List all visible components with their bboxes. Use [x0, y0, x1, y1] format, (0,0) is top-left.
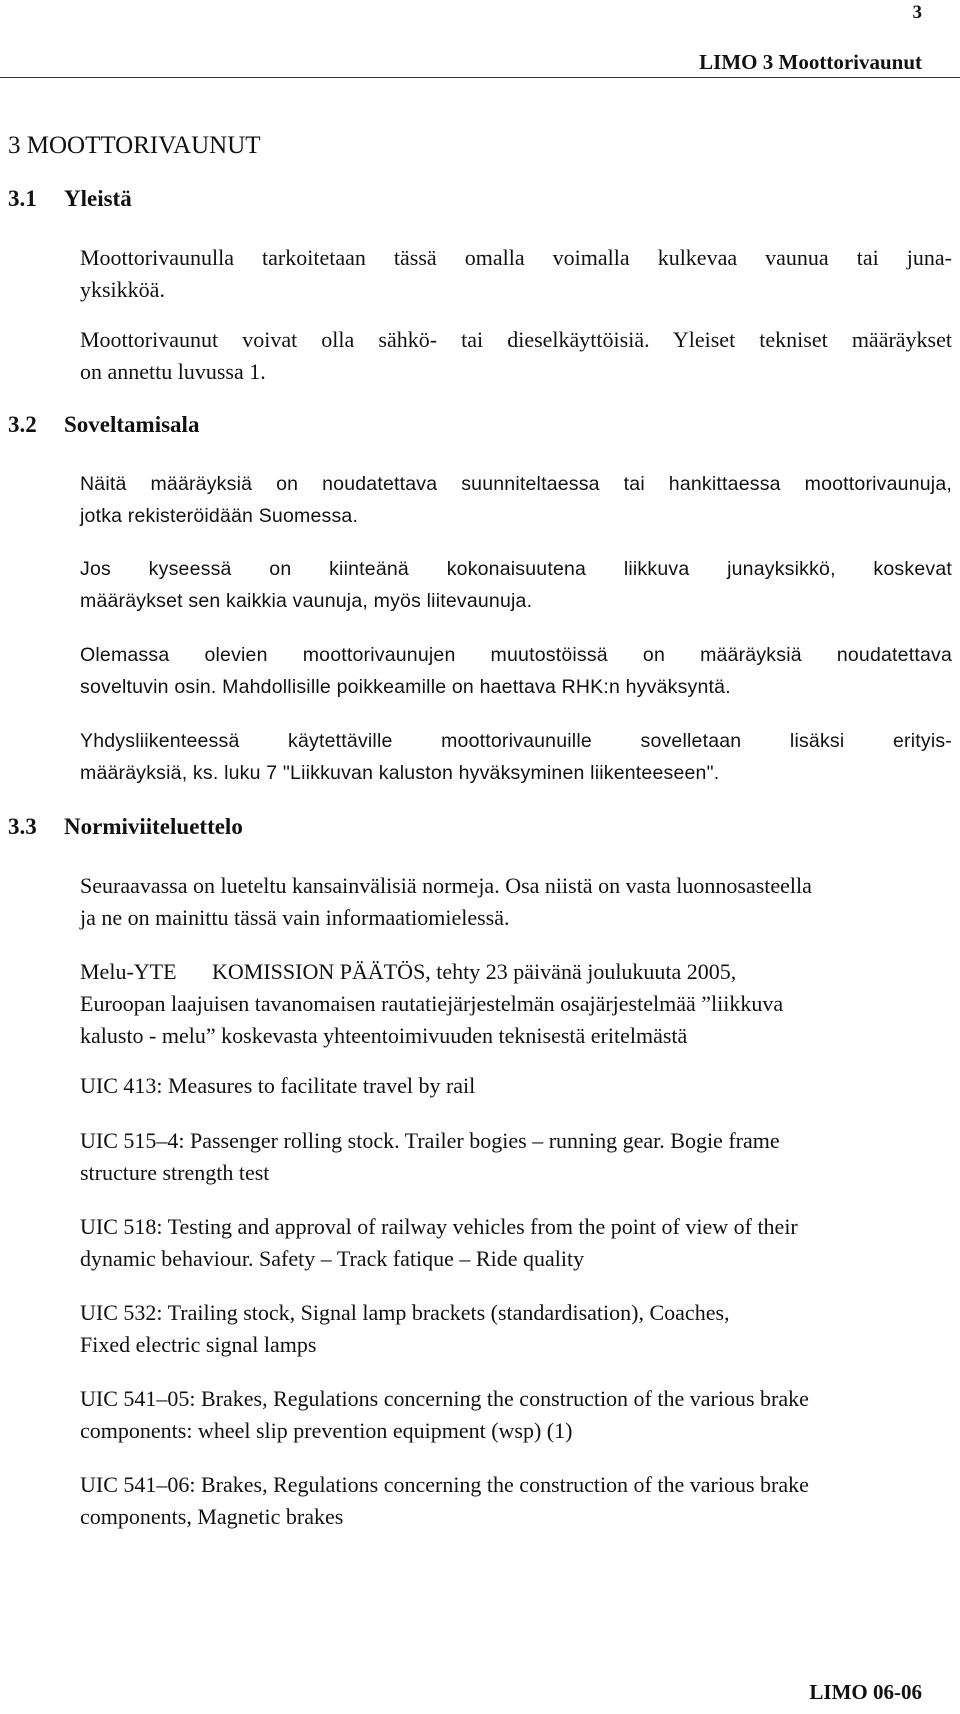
- reference-line: UIC 541–06: Brakes, Regulations concerning the construction of the various brake: [80, 1472, 809, 1497]
- section-title-soveltamisala: Soveltamisala: [64, 412, 200, 437]
- reference-line: components: wheel slip prevention equipment (wsp) (1): [80, 1418, 573, 1443]
- reference-line: Euroopan laajuisen tavanomaisen rautatiejärjestelmän osajärjestelmää ”liikkuva: [80, 991, 784, 1016]
- reference-item: [80, 1070, 952, 1102]
- paragraph-line: Näitä määräyksiä on noudatettava suunniteltaessa tai hankittaessa moottorivaunuja,: [80, 473, 952, 495]
- reference-line: structure strength test: [80, 1160, 270, 1185]
- reference-line: UIC 515–4: Passenger rolling stock. Trailer bogies – running gear. Bogie frame: [80, 1128, 780, 1153]
- reference-line: Fixed electric signal lamps: [80, 1332, 317, 1357]
- reference-text: KOMISSION PÄÄTÖS, tehty 23 päivänä joulukuuta 2005,: [212, 959, 737, 984]
- paragraph: [80, 725, 952, 789]
- reference-item-melu-yte: [80, 956, 952, 1052]
- paragraph-line: Seuraavassa on lueteltu kansainvälisiä normeja. Osa niistä on vasta luonnosasteella: [80, 873, 812, 898]
- paragraph-line: ja ne on mainittu tässä vain informaatiomielessä.: [80, 905, 510, 930]
- reference-line: UIC 541–05: Brakes, Regulations concerning the construction of the various brake: [80, 1386, 809, 1411]
- section-title-yleista: Yleistä: [64, 186, 132, 211]
- reference-item: [80, 1297, 952, 1361]
- paragraph: [80, 468, 952, 532]
- paragraph-line: Moottorivaunut voivat olla sähkö- tai dieselkäyttöisiä. Yleiset tekniset määräykset: [80, 327, 952, 352]
- section-number-3-1: 3.1: [8, 186, 37, 211]
- paragraph: [80, 553, 952, 617]
- paragraph-line: Moottorivaunulla tarkoitetaan tässä omalla voimalla kulkevaa vaunua tai juna-: [80, 245, 952, 270]
- reference-code: Melu-YTE: [80, 959, 177, 984]
- reference-line: dynamic behaviour. Safety – Track fatique – Ride quality: [80, 1246, 585, 1271]
- running-header-title: LIMO 3 Moottorivaunut: [699, 50, 922, 74]
- paragraph-line: jotka rekisteröidään Suomessa.: [80, 505, 359, 527]
- section-number-3-3: 3.3: [8, 814, 37, 839]
- paragraph-line: määräyksiä, ks. luku 7 "Liikkuvan kaluston hyväksyminen liikenteeseen".: [80, 762, 720, 784]
- reference-item: [80, 1383, 952, 1447]
- reference-line: [80, 956, 952, 988]
- reference-line: components, Magnetic brakes: [80, 1504, 344, 1529]
- reference-line: UIC 518: Testing and approval of railway vehicles from the point of view of their: [80, 1214, 798, 1239]
- paragraph-line: Jos kyseessä on kiinteänä kokonaisuutena liikkuva junayksikkö, koskevat: [80, 558, 952, 580]
- paragraph-line: yksikköä.: [80, 277, 165, 302]
- paragraph: [80, 639, 952, 703]
- reference-item: [80, 1125, 952, 1189]
- paragraph: [80, 870, 952, 934]
- paragraph-line: Olemassa olevien moottorivaunujen muutostöissä on määräyksiä noudatettava: [80, 644, 952, 666]
- section-title-normiviiteluettelo: Normiviiteluettelo: [64, 814, 243, 839]
- reference-line: kalusto - melu” koskevasta yhteentoimivuuden teknisestä eritelmästä: [80, 1023, 688, 1048]
- reference-line: UIC 532: Trailing stock, Signal lamp brackets (standardisation), Coaches,: [80, 1300, 730, 1325]
- reference-item: [80, 1211, 952, 1275]
- reference-line: UIC 413: Measures to facilitate travel by rail: [80, 1073, 476, 1098]
- reference-item: [80, 1469, 952, 1533]
- paragraph-line: soveltuvin osin. Mahdollisille poikkeamille on haettava RHK:n hyväksyntä.: [80, 676, 731, 698]
- paragraph: [80, 242, 952, 306]
- section-number-3-2: 3.2: [8, 412, 37, 437]
- paragraph-line: Yhdysliikenteessä käytettäville moottorivaunuille sovelletaan lisäksi erityis-: [80, 730, 952, 752]
- footer-label: LIMO 06-06: [809, 1680, 922, 1704]
- paragraph: [80, 324, 952, 388]
- paragraph-line: on annettu luvussa 1.: [80, 359, 266, 384]
- paragraph-line: määräykset sen kaikkia vaunuja, myös liitevaunuja.: [80, 590, 533, 612]
- chapter-title: 3 MOOTTORIVAUNUT: [8, 132, 261, 159]
- page-number: 3: [912, 2, 922, 23]
- header-divider: [0, 77, 960, 78]
